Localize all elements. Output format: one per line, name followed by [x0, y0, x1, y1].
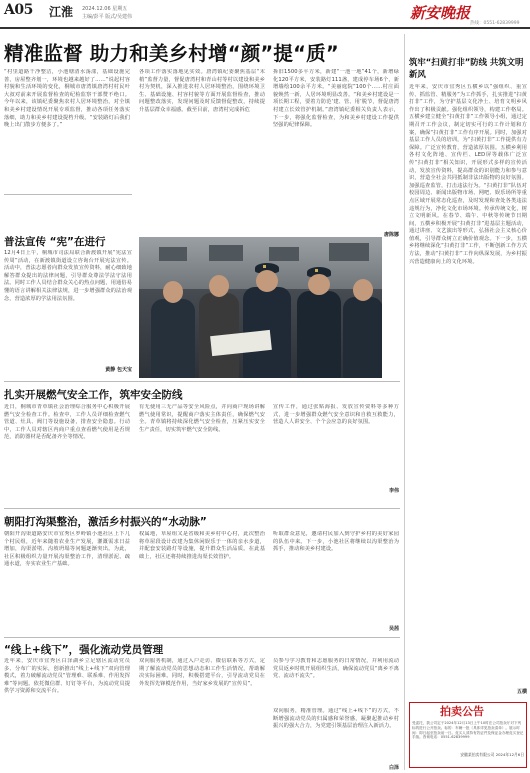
lead-byline: 唐陈娜: [383, 232, 399, 238]
s5-column-1: 近年来，安庆市宜秀区白泽湖乡立足辖区流动党员多、分布广的实际，创新推出“线上+线下”双向管理模式，着力破解流动党员“管理难、联系难、作用发挥难”等问题。依托微信群、钉钉等平台，为流动党员提供学习资源和交流平台。: [4, 658, 130, 695]
editor-line: 主编/彭平 版式/吴建伟: [82, 14, 132, 20]
ad-title: 拍卖公告: [440, 705, 484, 718]
divider: [4, 381, 400, 382]
page-number: A05: [4, 2, 33, 18]
s3-column-1: 近日，桐城市青草镇社会治理综合服务中心积极开展燃气安全检查工作。检查中，工作人员详细检查燃气管道、灶具、阀门等设施设备，排查安全隐患。行动中，工作人员对辖区内商户重点查看燃气使用是否规范，消防器材是否配备齐全等情况。: [4, 404, 130, 441]
right-title: 筑牢“扫黄打非”防线 共筑文明新风: [409, 57, 524, 79]
divider: [4, 637, 400, 638]
hotline: 热线：0551-62839999: [470, 21, 520, 26]
newspaper-logo: 新安晚报: [410, 4, 471, 22]
s2-title: 普法宣传 “宪”在进行: [4, 236, 106, 248]
s4-title: 朝阳打沟渠整治，激活乡村振兴的“水动脉”: [4, 516, 207, 528]
divider: [4, 194, 132, 195]
column-divider: [404, 34, 405, 770]
lead-column-1: “村里道路干净整洁，小池塘清水荡漾，基础设施完善，房屋整齐划一，环境也越来越好了……”说起村容村貌和生活环境的变化，桐城市唐湾镇唐湾村村民叶大叔对前来开展监督检查的纪检监察干部赞不绝口。今年以来，该镇纪委聚焦农村人居环境整治，对全镇和美乡村建设情况开展专项监督，推动各项任务落实落细，助力和美乡村建设提档升级。“安装路灯后我们晚上出门散步方便多了。”: [4, 69, 130, 129]
s5-column-2: 双向服务机制，通过入户走访、微信联系等方式，定期了解流动党员的思想动态和工作生活情况，帮助解决实际困难。同时，积极搭建平台，引导流动党员在外发挥先锋模范作用，当好家乡发展的“宣传员”。: [139, 658, 265, 687]
s3-byline: 李伟: [388, 488, 399, 494]
news-photo: [139, 237, 382, 378]
s5-column-3: 员参与学习教育和志愿服务的日常情况，并利用流动党员返乡时机开展组织生活，确保流动党员“离乡不离党、流动不流失”。: [273, 658, 399, 680]
s3-column-3: 宣传工作，通过张贴海报、发放宣传资料等多种方式，进一步增强群众燃气安全意识和自救互救能力，营造人人讲安全、个个会应急的良好氛围。: [273, 404, 399, 426]
s5-title: “线上+线下”，强化流动党员管理: [4, 644, 164, 656]
right-byline: 五横: [516, 689, 527, 695]
header-rule: [0, 27, 530, 29]
s3-column-2: 有无使用三无产品等安全风险点，并向商户现场讲解燃气使用常识，提醒商户落实主体责任，确保燃气安全。青草镇将持续深化燃气安全检查，压紧压实安全生产责任，切实筑牢燃气安全防线。: [139, 404, 265, 433]
s4-column-1: 朝阳开沟渠道路安庆市宜秀区罗岭镇小池社区上下几个村民组，近年来随着农业生产发展，灌溉需求日益增加，沟渠淤堵、沟坡坍塌等问题逐渐突出。为此，社区积极组织力量开展沟渠整治工作，清理淤泥、疏通水道，夯实农业生产基础。: [4, 531, 130, 568]
s2-body: 12月4日上午，桐城市司法局联合新渡镇开展“宪法宣传周”活动，在新渡镇街道设立咨询台开展宪法宣传。活动中，普法志愿者向群众发放宣传资料，耐心细致地解答群众提出的法律问题，引导群众尊法学法守法用法。同时工作人员结合群众关心的热点问题，用通俗易懂的语言讲解相关法律法规，进一步增强群众的法治观念，营造浓厚的学法用法氛围。: [4, 250, 132, 302]
s5-column-4: 双向服务，精准管理。通过“线上+线下”的方式，不断增强流动党员的归属感和荣誉感，凝聚起推动乡村振兴的强大合力，为党建引领基层治理注入新活力。: [273, 708, 399, 730]
s5-byline: 白泽: [388, 765, 399, 771]
s4-column-2: 权属地，草屋组又是省级和美乡村中心村，此次整治将草屋段设计改建为集休闲娱乐于一体的亲水步道，并配套安装路灯等设施，提升群众生活品质。在此基础上，社区还将持续推进沟渠长效管护。: [139, 531, 265, 560]
lead-headline: 精准监督 助力和美乡村增“颜”提“质”: [4, 42, 339, 65]
lead-column-2: 各项工作落实落地见实效。唐湾镇纪委聚焦基层“末梢”监督力量，督促唐湾村和青山村等村以建设和美乡村为契机，深入推进农村人居环境整治，围绕环境卫生、基础设施、村容村貌等方面开展监督检查，推动问题整改落实，发现问题及时反馈督促整改，持续提升基层群众幸福感。截至目前，唐湾村完成拆危: [139, 69, 265, 113]
lead-column-3: 拆旧1500多平方米，新建“一池一地”41个，新增绿化120平方米，安装路灯111盏，建成停车场6个，新增墙绘100余平方米。“美丽庭院”100个……村庄面貌焕然一新，人居环境明显改善。“和美乡村建设是一项长期工程，要着力防范‘建、管、用’脱节，督促唐湾村建立长效管护机制。”唐湾镇纪委相关负责人表示，下一步，将强化监督检查，为和美乡村建设工作提供坚强的纪律保障。: [273, 69, 399, 129]
ad-body: 受委托，我公司定于2024年12月13日上午10时在公司拍卖厅对下列标的进行公开拍卖。标的：车辆一批（具体详见拍卖清单）。展示时间：即日起至拍卖前一日。竞买人须持有效证件及保证金办理竞买登记手续。咨询电话：0551-62839999: [412, 721, 524, 740]
s4-column-3: 听取群众意见，邀请村民加入到守护乡村的美好家园的队伍中来。下一步，小池社区将继续以沟渠整治为抓手，推动和美乡村建设。: [273, 531, 399, 553]
divider: [4, 508, 400, 509]
ad-signature: 安徽某拍卖有限公司 2024年12月6日: [460, 752, 524, 757]
s2-byline: 黄静 包天宝: [105, 367, 132, 373]
section-name: 江淮: [49, 5, 74, 19]
s3-title: 扎实开展燃气安全工作，筑牢安全防线: [4, 389, 183, 401]
date-line: 2024.12.06 星期五: [82, 6, 128, 12]
right-body: 近年来，安庆市宜秀区五横乡以“强组织、重宣传、抓监管、精服务”为工作抓手，扎实推进“扫黄打非”工作，为守护基层文化净土、培育文明乡风作出了积极贡献。强化组织领导，构建工作格局。五横乡建立健全“扫黄打非”工作领导小组，通过定期召开工作会议，制定切实可行的工作计划和方案，确保“扫黄打非”工作有序开展。同时，加强对基层工作人员的培训，为“扫黄打非”工作提供有力保障。广泛宣传教育，营造浓厚氛围。五横乡利用各村文化阵地、宣传栏、LED屏等载体广泛宣传“扫黄打非”相关知识，开展形式多样的宣传活动，发放宣传资料，提高群众的识别能力和参与意识，营造全社会共同抵制非法出版物的良好氛围。加强巡查监管，打击违法行为。“扫黄打非”队伍对校园周边、新闻出版物市场、网吧、娱乐场所等重点区域开展常态化巡查，及时发现和查处各类违法违规行为，净化文化市场环境。传承传统文化，树立文明新风。在春节、端午、中秋等传统节日期间，五横乡积极开展“扫黄打非”进基层主题活动，通过讲座、文艺演出等形式，弘扬社会主义核心价值观，引导群众树立正确价值观念。下一步，五横乡将继续深化“扫黄打非”工作，不断创新工作方式方法，推动“扫黄打非”工作向纵深发展，为乡村振兴营造健康向上的文化环境。: [409, 84, 527, 265]
s4-byline: 吴茜: [388, 626, 399, 632]
